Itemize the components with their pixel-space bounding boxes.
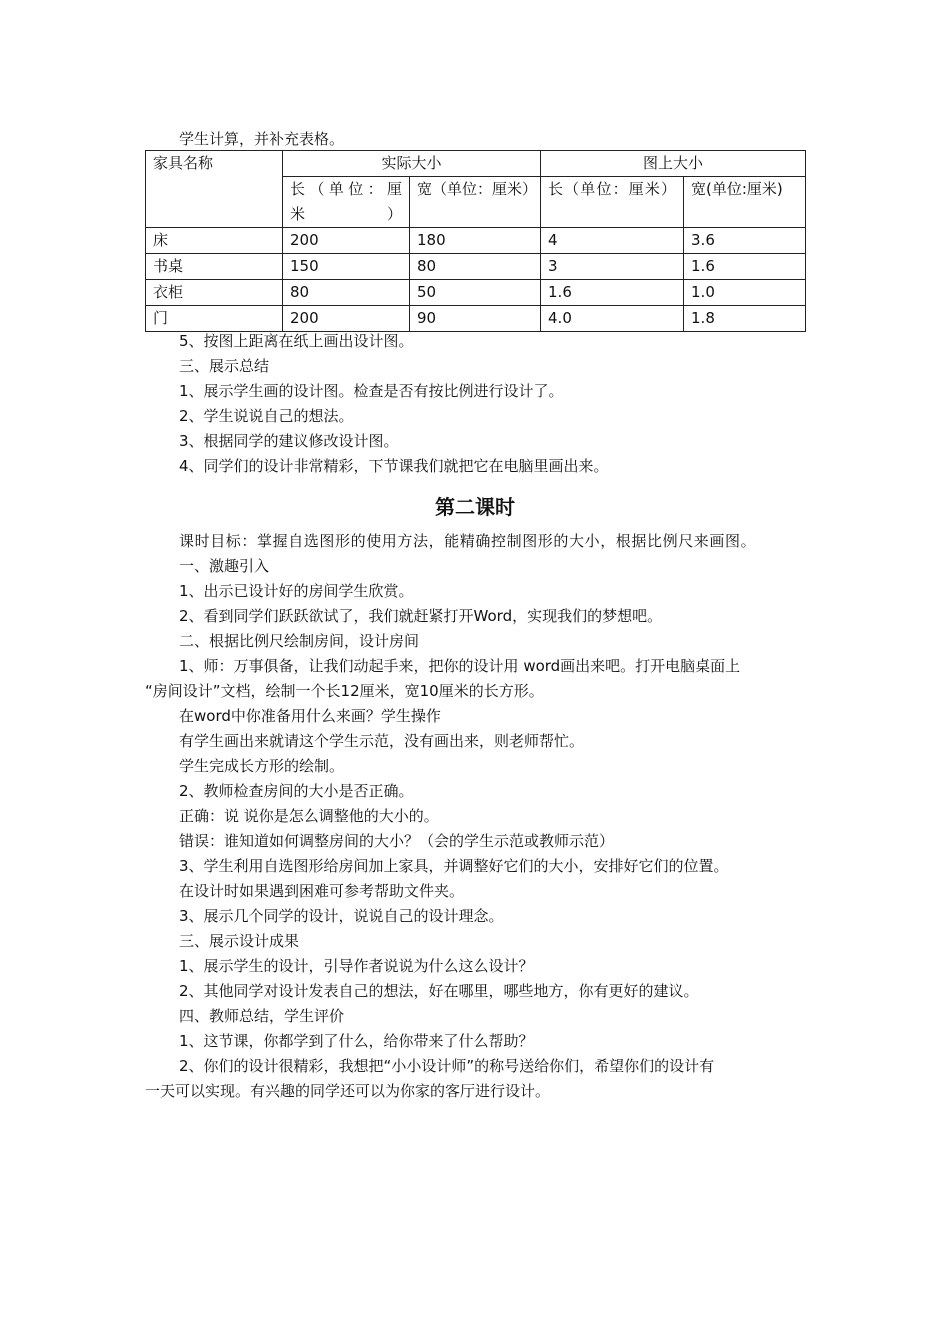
cell-actual-length: 200 bbox=[283, 306, 410, 332]
header-map-size: 图上大小 bbox=[541, 151, 806, 177]
cell-map-length: 3 bbox=[541, 254, 684, 280]
cell-map-length: 4 bbox=[541, 228, 684, 254]
header-furniture-name: 家具名称 bbox=[146, 151, 283, 228]
cell-actual-width: 50 bbox=[410, 280, 541, 306]
paragraph: 2、教师检查房间的大小是否正确。 bbox=[179, 782, 414, 800]
paragraph: 错误：谁知道如何调整房间的大小？（会的学生示范或教师示范） bbox=[179, 832, 615, 850]
furniture-table bbox=[145, 150, 806, 332]
table-row bbox=[146, 280, 806, 306]
paragraph: 2、看到同学们跃跃欲试了，我们就赶紧打开Word，实现我们的梦想吧。 bbox=[179, 607, 663, 625]
header-actual-size: 实际大小 bbox=[283, 151, 541, 177]
cell-map-width: 1.6 bbox=[684, 254, 806, 280]
cell-name: 门 bbox=[146, 306, 283, 332]
paragraph: 1、这节课，你都学到了什么，给你带来了什么帮助？ bbox=[179, 1032, 534, 1050]
paragraph: 1、展示学生画的设计图。检查是否有按比例进行设计了。 bbox=[179, 382, 564, 400]
cell-name: 书桌 bbox=[146, 254, 283, 280]
paragraph: 1、展示学生的设计，引导作者说说为什么这么设计？ bbox=[179, 957, 534, 975]
cell-name: 衣柜 bbox=[146, 280, 283, 306]
section-heading: 三、展示总结 bbox=[179, 357, 270, 375]
table-row bbox=[146, 228, 806, 254]
cell-map-length: 4.0 bbox=[541, 306, 684, 332]
paragraph: 正确：说 说你是怎么调整他的大小的。 bbox=[179, 807, 439, 825]
cell-actual-length: 150 bbox=[283, 254, 410, 280]
paragraph: 学生完成长方形的绘制。 bbox=[179, 757, 345, 775]
section-heading: 四、教师总结，学生评价 bbox=[179, 1007, 345, 1025]
table-header-row bbox=[146, 151, 806, 177]
section-heading: 一、激趣引入 bbox=[179, 557, 270, 575]
paragraph-line: 2、你们的设计很精彩，我想把“小小设计师”的称号送给你们，希望你们的设计有 bbox=[179, 1057, 715, 1075]
paragraph: 1、出示已设计好的房间学生欣赏。 bbox=[179, 582, 414, 600]
paragraph: 有学生画出来就请这个学生示范，没有画出来，则老师帮忙。 bbox=[179, 732, 585, 750]
cell-map-width: 1.0 bbox=[684, 280, 806, 306]
section-heading: 三、展示设计成果 bbox=[179, 932, 300, 950]
cell-actual-width: 90 bbox=[410, 306, 541, 332]
subheader-actual-length: 长（单位：厘米） bbox=[283, 177, 410, 228]
intro-text: 学生计算，并补充表格。 bbox=[179, 130, 345, 148]
subheader-actual-width: 宽（单位：厘米） bbox=[410, 177, 541, 228]
paragraph: 4、同学们的设计非常精彩，下节课我们就把它在电脑里画出来。 bbox=[179, 457, 609, 475]
cell-map-width: 3.6 bbox=[684, 228, 806, 254]
cell-map-length: 1.6 bbox=[541, 280, 684, 306]
table-row bbox=[146, 306, 806, 332]
lesson-heading: 第二课时 bbox=[435, 495, 515, 519]
paragraph: 在word中你准备用什么来画？学生操作 bbox=[179, 707, 441, 725]
paragraph-line: 一天可以实现。有兴趣的同学还可以为你家的客厅进行设计。 bbox=[145, 1082, 551, 1100]
cell-actual-width: 180 bbox=[410, 228, 541, 254]
cell-map-width: 1.8 bbox=[684, 306, 806, 332]
cell-actual-length: 80 bbox=[283, 280, 410, 306]
table-row bbox=[146, 254, 806, 280]
paragraph: 在设计时如果遇到困难可参考帮助文件夹。 bbox=[179, 882, 465, 900]
paragraph-line: “房间设计”文档，绘制一个长12厘米，宽10厘米的长方形。 bbox=[145, 682, 544, 700]
subheader-map-length: 长（单位：厘米） bbox=[541, 177, 684, 228]
paragraph: 3、根据同学的建议修改设计图。 bbox=[179, 432, 399, 450]
cell-name: 床 bbox=[146, 228, 283, 254]
lesson-objective: 课时目标：掌握自选图形的使用方法，能精确控制图形的大小，根据比例尺来画图。 bbox=[179, 532, 757, 550]
paragraph: 3、学生利用自选图形给房间加上家具，并调整好它们的大小，安排好它们的位置。 bbox=[179, 857, 729, 875]
cell-actual-width: 80 bbox=[410, 254, 541, 280]
section-heading: 二、根据比例尺绘制房间，设计房间 bbox=[179, 632, 420, 650]
subheader-map-width: 宽(单位:厘米) bbox=[684, 177, 806, 228]
paragraph-line: 1、师：万事俱备，让我们动起手来，把你的设计用 word画出来吧。打开电脑桌面上 bbox=[179, 657, 741, 675]
paragraph: 5、按图上距离在纸上画出设计图。 bbox=[179, 332, 414, 350]
paragraph: 2、其他同学对设计发表自己的想法，好在哪里，哪些地方，你有更好的建议。 bbox=[179, 982, 699, 1000]
paragraph: 2、学生说说自己的想法。 bbox=[179, 407, 354, 425]
cell-actual-length: 200 bbox=[283, 228, 410, 254]
paragraph: 3、展示几个同学的设计，说说自己的设计理念。 bbox=[179, 907, 504, 925]
